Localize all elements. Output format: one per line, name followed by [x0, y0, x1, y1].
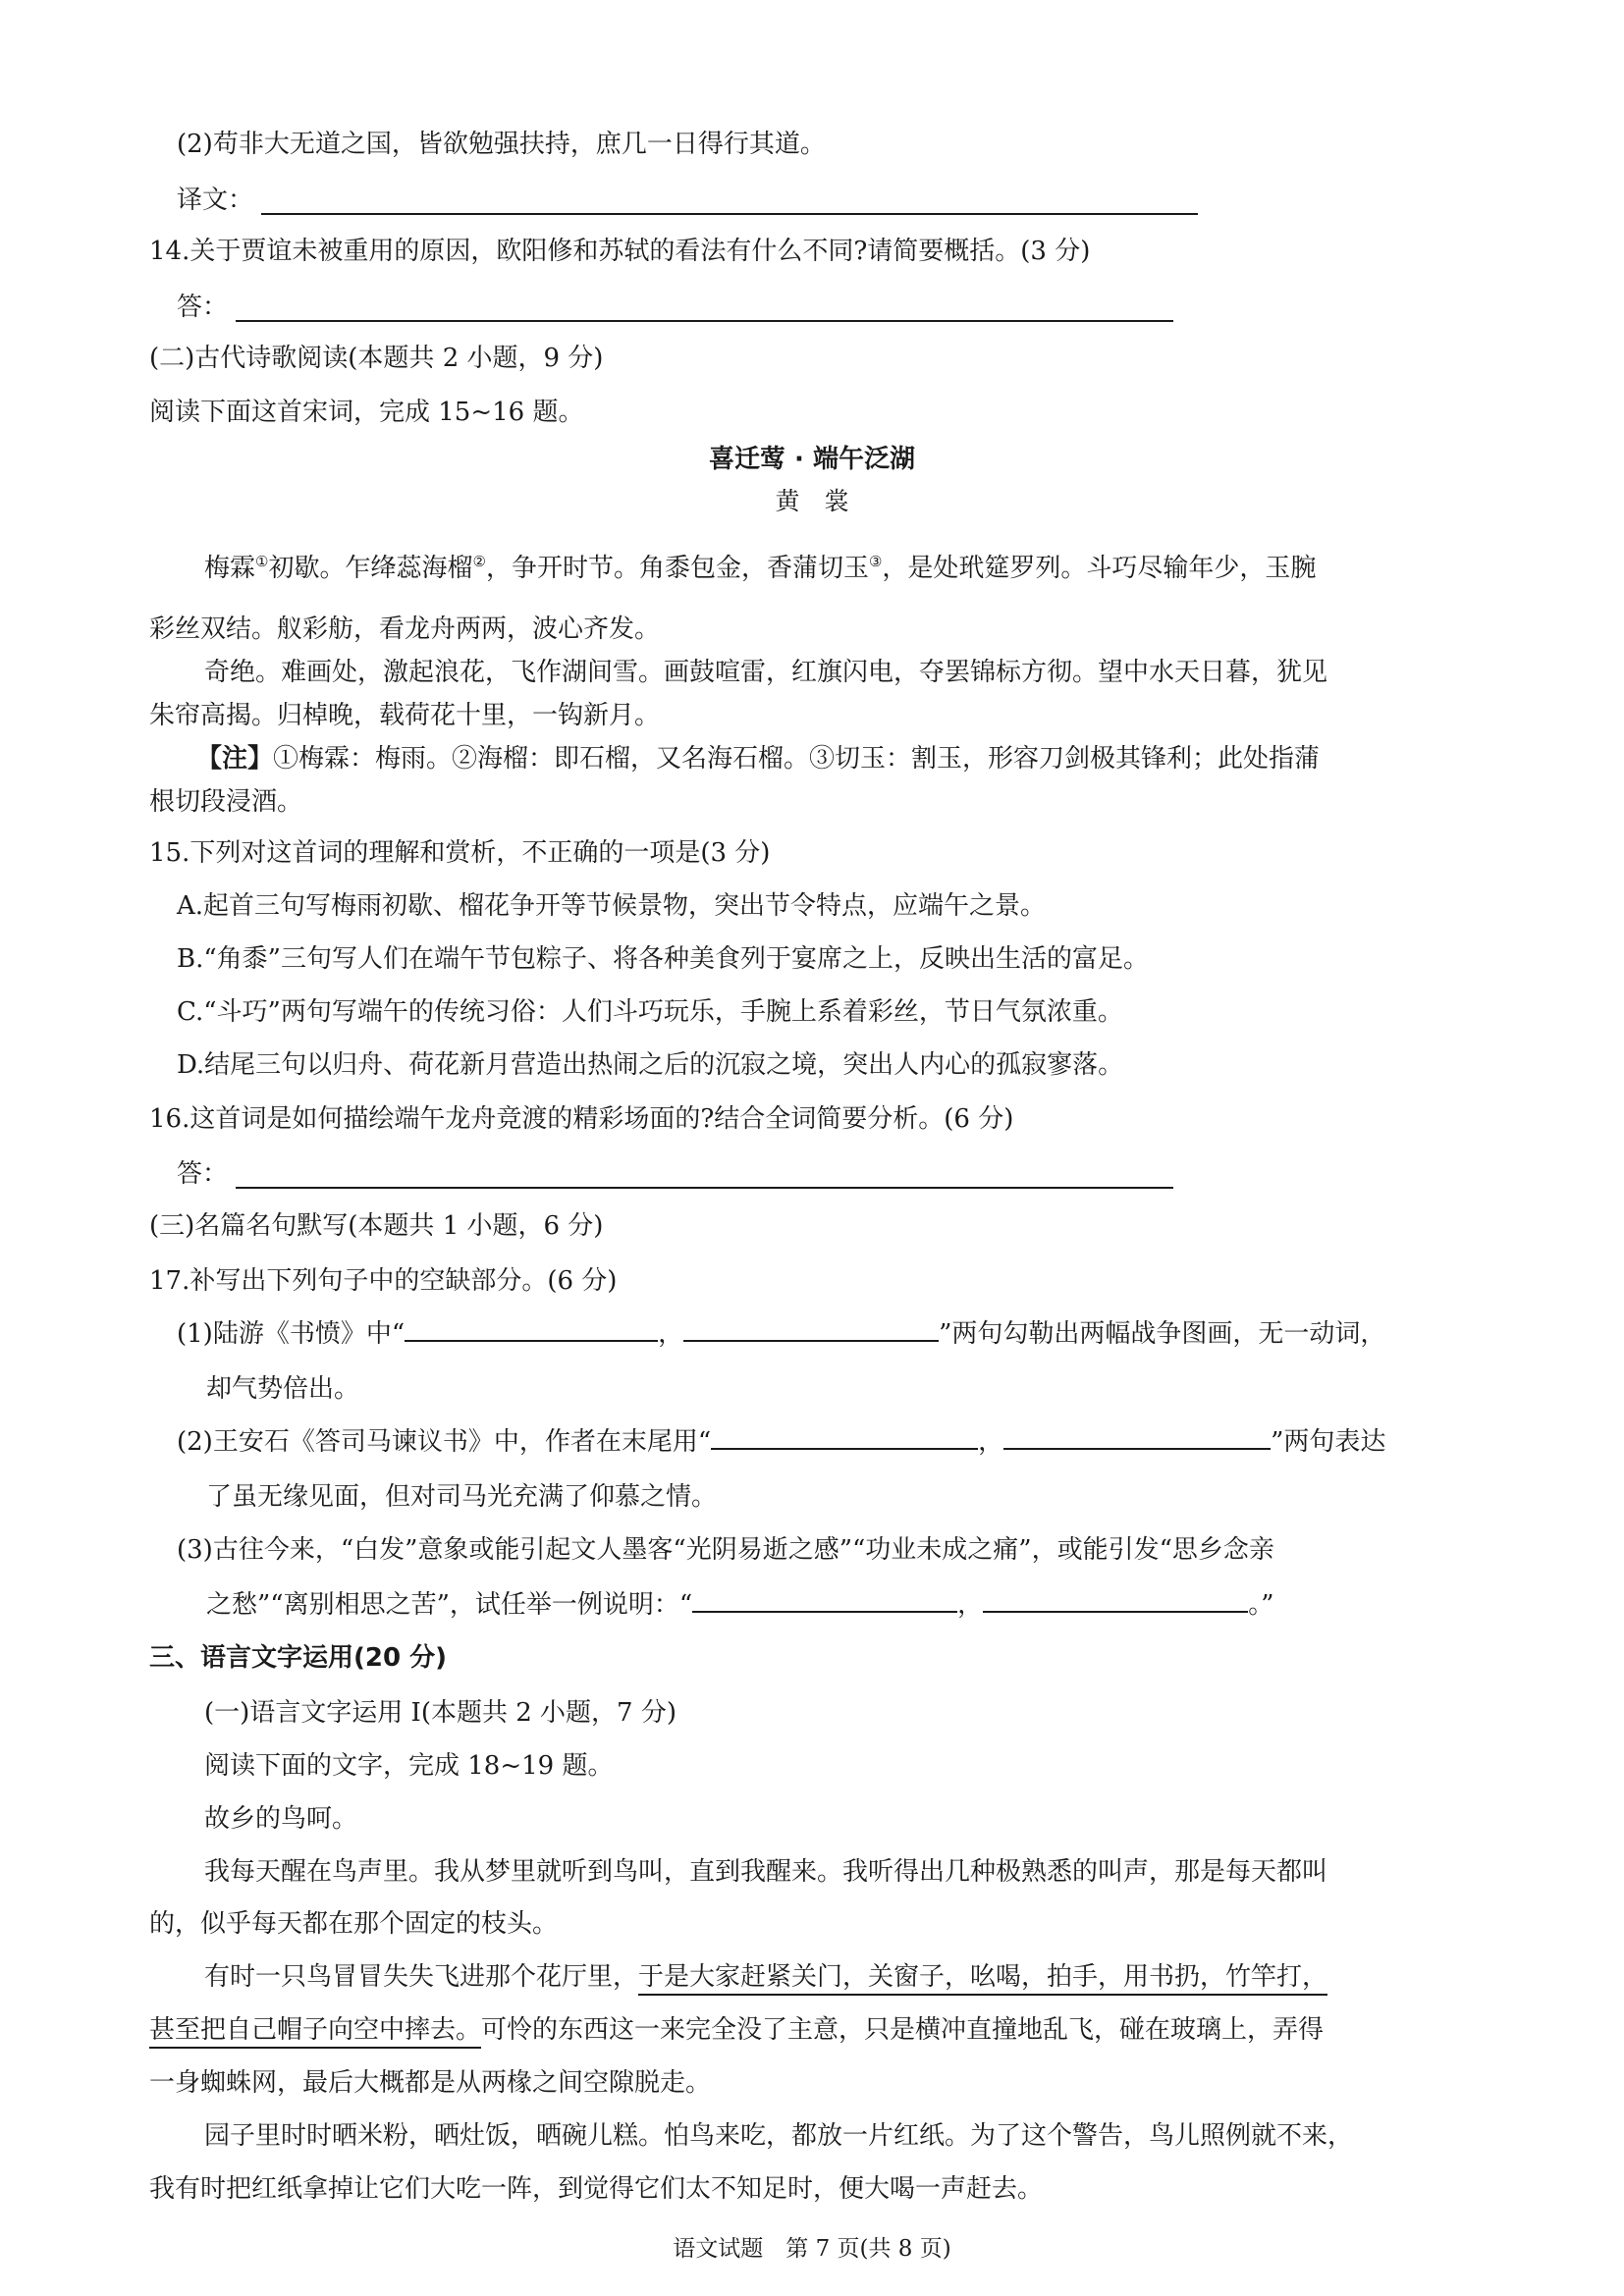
- section-recite-heading: (三)名篇名句默写(本题共 1 小题，6 分): [149, 1211, 604, 1241]
- section3-instruction: 阅读下面的文字，完成 18~19 题。: [204, 1751, 614, 1781]
- q17-item-1: [177, 1321, 1385, 1347]
- note-marker-1: ①: [255, 553, 269, 570]
- q17-item-3-line1: (3)古往今来，“白发”意象或能引起文人墨客“光阴易逝之感”“功业未成之痛”，或能引发“思乡念亲: [177, 1535, 1274, 1565]
- poem-note-line1: [196, 746, 1320, 772]
- page-footer: 语文试题 第 7 页(共 8 页): [673, 2236, 951, 2262]
- q14-question: 14.关于贾谊未被重用的原因，欧阳修和苏轼的看法有什么不同?请简要概括。(3 分): [149, 237, 1091, 266]
- passage-p1-line1: 我每天醒在鸟声里。我从梦里就听到鸟叫，直到我醒来。我听得出几种极熟悉的叫声，那是每天都叫: [204, 1857, 1328, 1887]
- q15-question: 15.下列对这首词的理解和赏析，不正确的一项是(3 分): [149, 838, 771, 868]
- q17-item-2-blank-2[interactable]: [1003, 1447, 1271, 1450]
- q17-item-2-text: ”两句表达: [1271, 1427, 1386, 1457]
- q17-item-3-blank-1[interactable]: [692, 1610, 957, 1613]
- poem-title: 喜迁莺 · 端午泛湖: [709, 445, 915, 474]
- q17-item-3-line2: [206, 1592, 1273, 1618]
- poem-stanza2-line2: 朱帘高揭。归棹晚，载荷花十里，一钩新月。: [149, 701, 661, 730]
- q17-item-2-cont: 了虽无缘见面，但对司马光充满了仰慕之情。: [206, 1482, 718, 1512]
- q15-option-c[interactable]: C.“斗巧”两句写端午的传统习俗：人们斗巧玩乐，手腕上系着彩丝，节日气氛浓重。: [177, 997, 1123, 1027]
- poem-text: 梅霖: [204, 554, 256, 583]
- note-marker-3: ③: [868, 553, 883, 570]
- section3-heading: 三、语言文字运用(20 分): [149, 1643, 447, 1673]
- closing-quote: 。”: [1248, 1590, 1274, 1620]
- q14-answer-line[interactable]: [236, 320, 1173, 322]
- underlined-sentence: 甚至把自己帽子向空中摔去。: [149, 2015, 481, 2049]
- q16-answer-label: 答：: [177, 1159, 229, 1189]
- q16-question: 16.这首词是如何描绘端午龙舟竞渡的精彩场面的?结合全词简要分析。(6 分): [149, 1104, 1014, 1134]
- poem-stanza2-line1: 奇绝。难画处，激起浪花，飞作湖间雪。画鼓喧雷，红旗闪电，夺罢锦标方彻。望中水天日暮，犹见: [204, 658, 1328, 687]
- q17-item-3-blank-2[interactable]: [983, 1610, 1248, 1613]
- poem-text: 初歇。乍绛蕊海榴: [268, 554, 473, 583]
- passage-text: 有时一只鸟冒冒失失飞进那个花厅里，: [204, 1962, 639, 1992]
- separator: ，: [957, 1590, 984, 1620]
- passage-p2-line3: 一身蜘蛛网，最后大概都是从两椽之间空隙脱走。: [149, 2068, 712, 2098]
- q17-item-1-blank-2[interactable]: [683, 1339, 939, 1342]
- q15-option-d[interactable]: D.结尾三句以归舟、荷花新月营造出热闹之后的沉寂之境，突出人内心的孤寂寥落。: [177, 1050, 1124, 1080]
- q16-answer-line[interactable]: [236, 1187, 1173, 1189]
- passage-p2-line1: [204, 1964, 1327, 1990]
- q17-question: 17.补写出下列句子中的空缺部分。(6 分): [149, 1266, 618, 1296]
- q17-item-1-cont: 却气势倍出。: [206, 1374, 360, 1404]
- passage-p3-line2: 我有时把红纸拿掉让它们大吃一阵，到觉得它们太不知足时，便大喝一声赶去。: [149, 2174, 1044, 2204]
- passage-p1-line2: 的，似乎每天都在那个固定的枝头。: [149, 1909, 559, 1939]
- separator: ，: [978, 1427, 1004, 1457]
- poem-stanza1-line1: [204, 553, 1317, 583]
- note-marker-2: ②: [472, 553, 486, 570]
- section3-sub-heading: (一)语言文字运用 I(本题共 2 小题，7 分): [204, 1698, 677, 1728]
- poem-note-line2: 根切段浸酒。: [149, 787, 303, 817]
- poem-stanza1-line2: 彩丝双结。舣彩舫，看龙舟两两，波心齐发。: [149, 614, 661, 644]
- passage-title: 故乡的鸟呵。: [204, 1804, 358, 1834]
- poem-text: ，是处玳筵罗列。斗巧尽输年少，玉腕: [882, 554, 1317, 583]
- underlined-sentence: 于是大家赶紧关门，关窗子，吆喝，拍手，用书扔，竹竿打，: [638, 1962, 1327, 1996]
- poem-author: 黄 裳: [775, 487, 849, 515]
- q17-item-2-blank-1[interactable]: [711, 1447, 978, 1450]
- section-poem-heading: (二)古代诗歌阅读(本题共 2 小题，9 分): [149, 344, 604, 373]
- passage-p2-line2: [149, 2017, 1324, 2043]
- q14-answer-label: 答：: [177, 293, 229, 322]
- q13-item-2: (2)苟非大无道之国，皆欲勉强扶持，庶几一日得行其道。: [177, 130, 826, 159]
- q17-item-1-text: (1)陆游《书愤》中“: [177, 1319, 406, 1349]
- q15-option-a[interactable]: A.起首三句写梅雨初歇、榴花争开等节候景物，突出节令特点，应端午之景。: [177, 891, 1047, 921]
- translation-label: 译文：: [177, 186, 254, 215]
- q17-item-2-text: (2)王安石《答司马谏议书》中，作者在末尾用“: [177, 1427, 712, 1457]
- passage-p3-line1: 园子里时时晒米粉，晒灶饭，晒碗儿糕。怕鸟来吃，都放一片红纸。为了这个警告，鸟儿照例就不来，: [204, 2121, 1354, 2151]
- poem-text: ，争开时节。角黍包金，香蒲切玉: [485, 554, 869, 583]
- note-text: ①梅霖：梅雨。②海榴：即石榴，又名海石榴。③切玉：割玉，形容刀剑极其锋利；此处指蒲: [273, 744, 1321, 774]
- note-label: 【注】: [196, 744, 274, 774]
- q17-item-3-text: 之愁”“离别相思之苦”，试任举一例说明：“: [206, 1590, 693, 1620]
- q17-item-1-blank-1[interactable]: [405, 1339, 658, 1342]
- q15-option-b[interactable]: B.“角黍”三句写人们在端午节包粽子、将各种美食列于宴席之上，反映出生活的富足。: [177, 944, 1149, 974]
- passage-text: 可怜的东西这一来完全没了主意，只是横冲直撞地乱飞，碰在玻璃上，弄得: [481, 2015, 1325, 2045]
- q17-item-1-text: ”两句勾勒出两幅战争图画，无一动词，: [939, 1319, 1386, 1349]
- section-poem-instruction: 阅读下面这首宋词，完成 15~16 题。: [149, 398, 584, 427]
- q17-item-2: [177, 1429, 1385, 1455]
- separator: ，: [658, 1319, 684, 1349]
- translation-answer-line[interactable]: [261, 213, 1198, 215]
